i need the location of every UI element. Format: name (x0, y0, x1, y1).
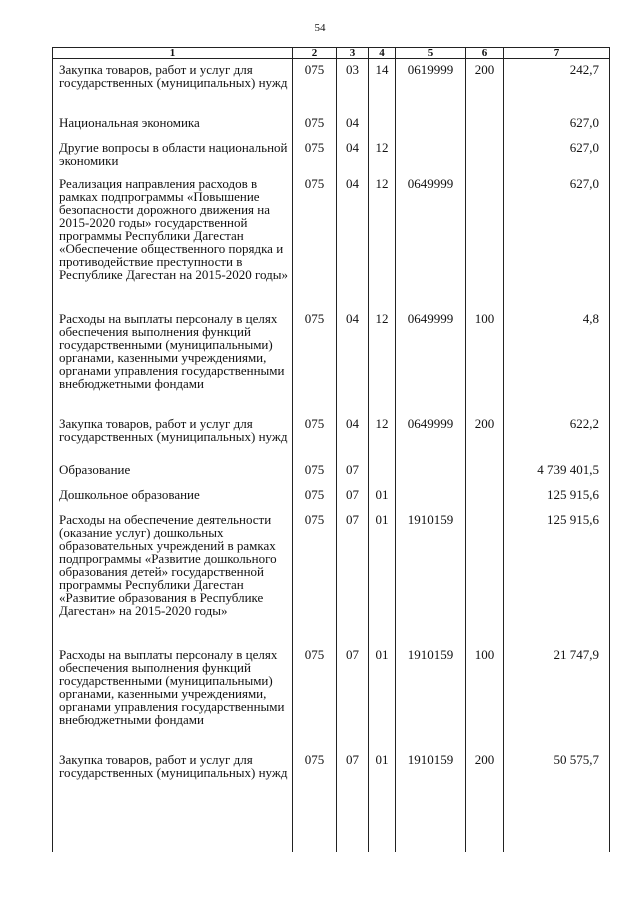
cell-target: 0649999 (396, 308, 466, 413)
cell-type (466, 173, 504, 308)
cell-amount: 21 747,9 (504, 644, 610, 749)
cell-target: 1910159 (396, 749, 466, 852)
cell-section: 04 (337, 413, 369, 459)
cell-admin: 075 (293, 137, 337, 173)
cell-subsection: 01 (369, 749, 396, 852)
cell-name: Расходы на выплаты персоналу в целях обеспечения выполнения функций государственными (муниципальными) органами, казенными учреждениями, органами управления государственными внебюджетными фондами (53, 308, 293, 413)
cell-section: 04 (337, 137, 369, 173)
cell-type (466, 459, 504, 484)
cell-amount: 125 915,6 (504, 484, 610, 509)
cell-type: 200 (466, 413, 504, 459)
cell-admin: 075 (293, 173, 337, 308)
cell-admin: 075 (293, 749, 337, 852)
table-row (53, 749, 610, 852)
cell-target (396, 137, 466, 173)
column-header: 1 (53, 48, 293, 59)
cell-target: 1910159 (396, 509, 466, 644)
cell-subsection: 01 (369, 644, 396, 749)
cell-section: 03 (337, 59, 369, 112)
cell-admin: 075 (293, 59, 337, 112)
cell-admin: 075 (293, 112, 337, 137)
table-row (53, 509, 610, 644)
column-header: 2 (293, 48, 337, 59)
cell-section: 07 (337, 459, 369, 484)
cell-target: 1910159 (396, 644, 466, 749)
cell-type: 200 (466, 59, 504, 112)
cell-admin: 075 (293, 413, 337, 459)
cell-subsection: 01 (369, 509, 396, 644)
cell-type (466, 509, 504, 644)
cell-section: 04 (337, 173, 369, 308)
cell-subsection: 12 (369, 137, 396, 173)
cell-name: Национальная экономика (53, 112, 293, 137)
cell-name: Расходы на выплаты персоналу в целях обеспечения выполнения функций государственными (муниципальными) органами, казенными учреждениями, органами управления государственными внебюджетными фондами (53, 644, 293, 749)
cell-type (466, 137, 504, 173)
cell-type (466, 112, 504, 137)
cell-section: 07 (337, 644, 369, 749)
table-row (53, 413, 610, 459)
cell-target: 0649999 (396, 413, 466, 459)
table-row (53, 137, 610, 173)
cell-amount: 4 739 401,5 (504, 459, 610, 484)
cell-subsection: 12 (369, 308, 396, 413)
cell-subsection (369, 459, 396, 484)
budget-table (52, 47, 610, 852)
cell-section: 07 (337, 509, 369, 644)
cell-admin: 075 (293, 459, 337, 484)
cell-amount: 627,0 (504, 137, 610, 173)
cell-type: 100 (466, 644, 504, 749)
cell-target: 0649999 (396, 173, 466, 308)
column-header: 4 (369, 48, 396, 59)
column-header: 6 (466, 48, 504, 59)
cell-amount: 125 915,6 (504, 509, 610, 644)
cell-subsection: 12 (369, 413, 396, 459)
cell-admin: 075 (293, 308, 337, 413)
column-header: 5 (396, 48, 466, 59)
cell-amount: 242,7 (504, 59, 610, 112)
cell-target (396, 112, 466, 137)
cell-type (466, 484, 504, 509)
cell-type: 100 (466, 308, 504, 413)
cell-target (396, 484, 466, 509)
cell-amount: 627,0 (504, 173, 610, 308)
page-number: 54 (314, 22, 326, 34)
cell-admin: 075 (293, 509, 337, 644)
cell-name: Другие вопросы в области национальной экономики (53, 137, 293, 173)
table-row (53, 112, 610, 137)
header-row (53, 48, 610, 59)
cell-section: 04 (337, 308, 369, 413)
cell-name: Образование (53, 459, 293, 484)
column-header: 7 (504, 48, 610, 59)
cell-amount: 622,2 (504, 413, 610, 459)
cell-section: 07 (337, 749, 369, 852)
table-row (53, 484, 610, 509)
cell-subsection: 14 (369, 59, 396, 112)
cell-name: Закупка товаров, работ и услуг для государственных (муниципальных) нужд (53, 59, 293, 112)
table-row (53, 59, 610, 112)
cell-admin: 075 (293, 484, 337, 509)
cell-subsection: 01 (369, 484, 396, 509)
cell-name: Реализация направления расходов в рамках подпрограммы «Повышение безопасности дорожного движения на 2015-2020 годы» государственной программы Республики Дагестан «Обеспечение общественного порядка и противодействие преступности в Республике Дагестан на 2015-2020 годы» (53, 173, 293, 308)
cell-subsection (369, 112, 396, 137)
cell-target (396, 459, 466, 484)
cell-amount: 4,8 (504, 308, 610, 413)
cell-amount: 627,0 (504, 112, 610, 137)
column-header: 3 (337, 48, 369, 59)
table-row (53, 173, 610, 308)
cell-section: 07 (337, 484, 369, 509)
cell-name: Расходы на обеспечение деятельности (оказание услуг) дошкольных образовательных учреждений в рамках подпрограммы «Развитие дошкольного образования детей» государственной программы Республики Дагестан «Развитие образования в Республике Дагестан» на 2015-2020 годы» (53, 509, 293, 644)
cell-admin: 075 (293, 644, 337, 749)
table-row (53, 644, 610, 749)
cell-section: 04 (337, 112, 369, 137)
cell-name: Закупка товаров, работ и услуг для государственных (муниципальных) нужд (53, 413, 293, 459)
cell-name: Закупка товаров, работ и услуг для государственных (муниципальных) нужд (53, 749, 293, 852)
table-row (53, 459, 610, 484)
cell-type: 200 (466, 749, 504, 852)
cell-subsection: 12 (369, 173, 396, 308)
cell-target: 0619999 (396, 59, 466, 112)
cell-amount: 50 575,7 (504, 749, 610, 852)
cell-name: Дошкольное образование (53, 484, 293, 509)
table-row (53, 308, 610, 413)
